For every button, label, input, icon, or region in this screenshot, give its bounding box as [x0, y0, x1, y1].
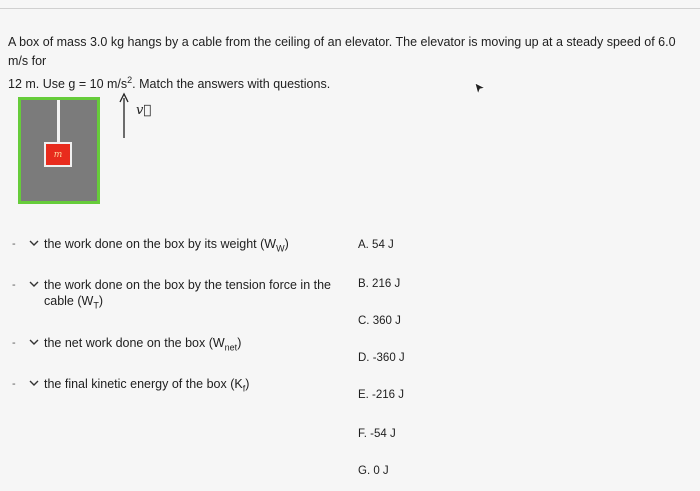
answer-option-f: F. -54 J	[358, 428, 396, 440]
match-dash: -	[12, 337, 16, 349]
subscript: net	[224, 342, 238, 353]
match-dash: -	[12, 238, 16, 250]
paren: )	[98, 294, 103, 308]
subscript: W	[276, 243, 285, 254]
dropdown-chevron-icon[interactable]	[28, 336, 40, 348]
subscript: T	[93, 300, 99, 311]
exponent: 2	[127, 75, 133, 85]
box-mass	[44, 142, 72, 167]
match-question	[44, 236, 289, 257]
paren: )	[245, 377, 250, 391]
dropdown-chevron-icon[interactable]	[28, 377, 40, 389]
paren: )	[237, 336, 242, 350]
match-question-text-2: cable (W	[44, 294, 94, 308]
answer-option-g: G. 0 J	[358, 465, 389, 477]
box-label: m	[53, 149, 63, 160]
answer-option-e: E. -216 J	[358, 389, 405, 401]
elevator-figure	[18, 97, 100, 204]
match-question-text: the work done on the box by its weight (W	[44, 237, 277, 251]
answer-option-b: B. 216 J	[358, 278, 401, 290]
dropdown-chevron-icon[interactable]	[28, 278, 40, 290]
match-question-text: the net work done on the box (W	[44, 336, 225, 350]
match-dash: -	[12, 279, 16, 291]
question-text	[8, 33, 694, 94]
question-line-2-end: . Match the answers with questions.	[132, 77, 331, 92]
match-dash: -	[12, 378, 16, 390]
cable	[57, 100, 60, 142]
subscript: f	[242, 383, 246, 394]
match-question	[44, 335, 241, 356]
top-divider	[0, 8, 700, 9]
match-question-text: the final kinetic energy of the box (K	[44, 377, 243, 391]
match-question	[44, 277, 331, 314]
mouse-cursor-icon	[474, 82, 486, 96]
match-question-text: the work done on the box by the tension force in the	[44, 278, 331, 292]
question-line-1: A box of mass 3.0 kg hangs by a cable from the ceiling of an elevator. The elevator is moving up at a steady speed of 6.0 m/s for	[8, 35, 676, 68]
answer-option-a: A. 54 J	[358, 239, 394, 251]
answer-option-d: D. -360 J	[358, 352, 405, 364]
dropdown-chevron-icon[interactable]	[28, 237, 40, 249]
paren: )	[284, 237, 289, 251]
velocity-label: v⃗	[136, 103, 152, 118]
match-question	[44, 376, 249, 397]
question-line-2: 12 m. Use g = 10 m/s	[8, 77, 128, 92]
answer-option-c: C. 360 J	[358, 315, 401, 327]
